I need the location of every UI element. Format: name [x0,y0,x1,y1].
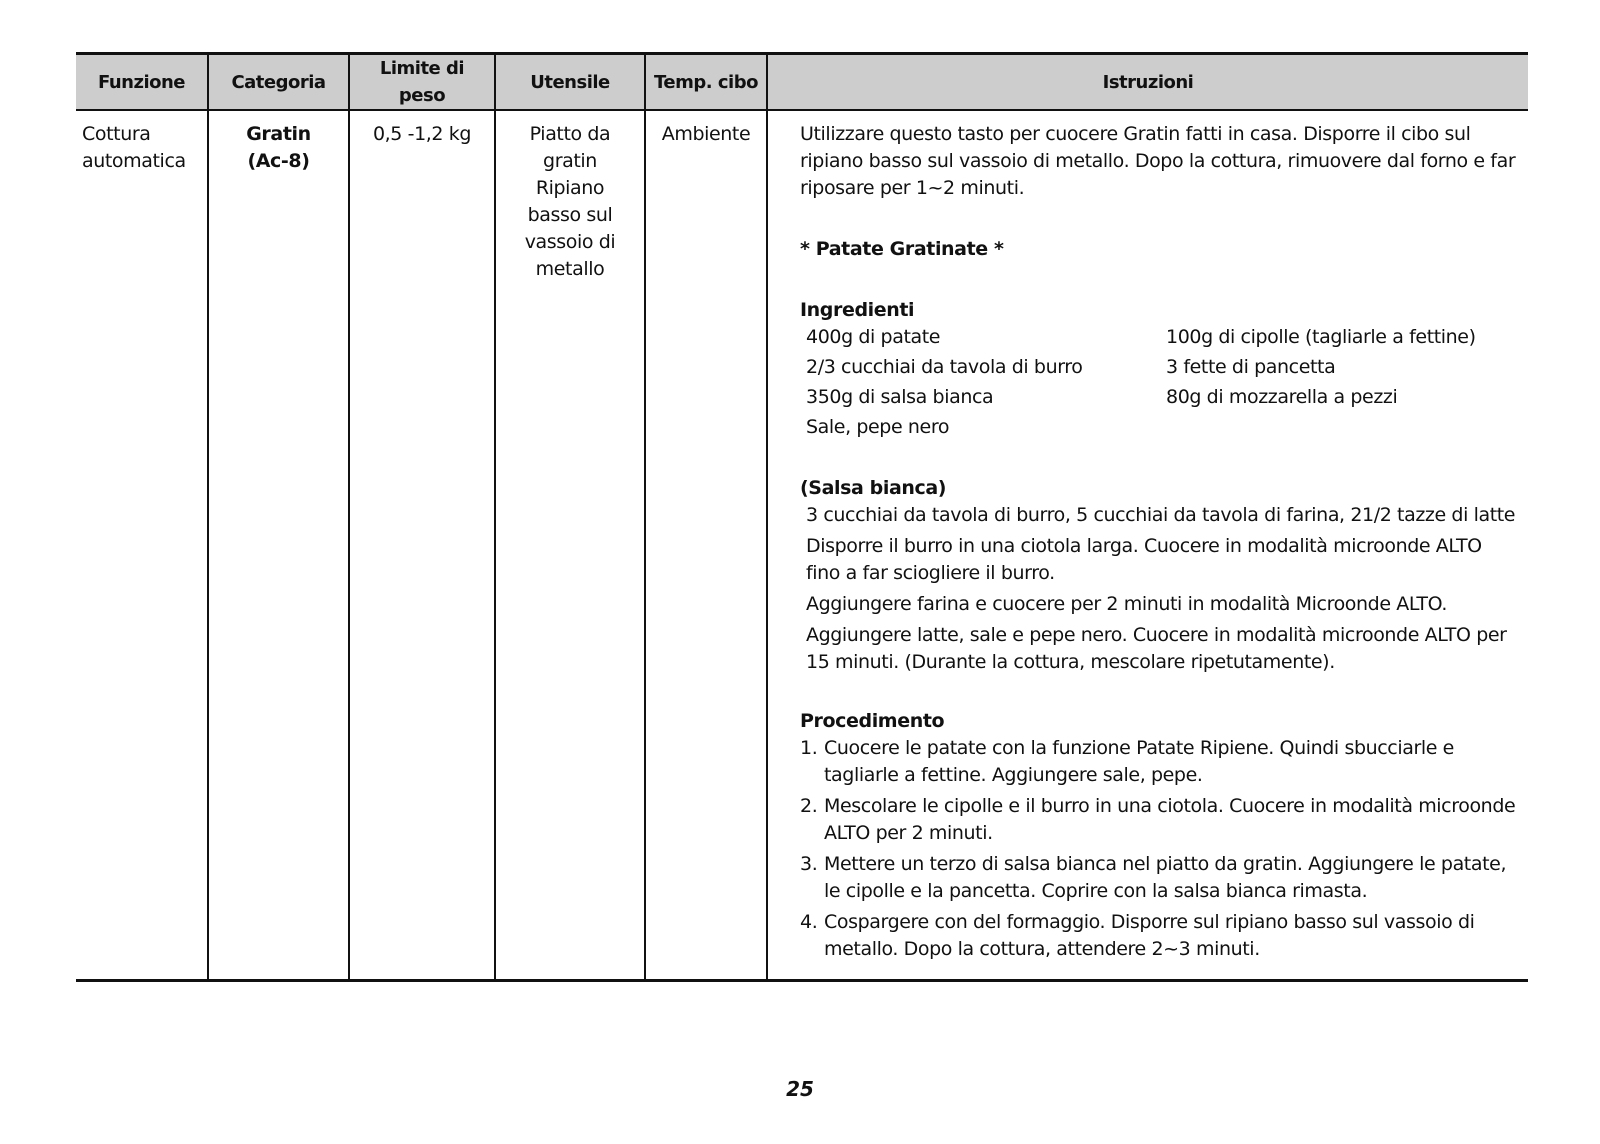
recipe-title: * Patate Gratinate * [800,238,1004,260]
header-istruzioni: Istruzioni [767,54,1528,111]
procedimento-heading: Procedimento [800,710,945,732]
cooking-table [76,52,1528,982]
header-temp-cibo: Temp. cibo [645,54,767,111]
salsa-line: 3 cucchiai da tavola di burro, 5 cucchiai da tavola di farina, 21/2 tazze di latte [806,504,1516,526]
list-item [800,793,1518,847]
ingredienti-list [800,324,1518,441]
limite-peso-text: 0,5 -1,2 kg [372,123,472,145]
cell-utensile [495,110,645,981]
ingredient-item: 400g di patate [806,326,941,348]
ingredient-item: 80g di mozzarella a pezzi [1166,386,1398,408]
ingredient-item: 3 fette di pancetta [1166,356,1336,378]
intro-text: Utilizzare questo tasto per cuocere Gratin fatti in casa. Disporre il cibo sul ripiano basso sul vassoio di metallo. Dopo la cottura, rimuovere dal forno e far riposare per 1~2 minuti. [800,123,1516,199]
ingredient-item [1166,414,1518,441]
temp-cibo-text: Ambiente [661,123,751,145]
cell-funzione [76,110,208,981]
cell-categoria [208,110,349,981]
salsa-heading: (Salsa bianca) [800,477,947,499]
categoria-code: (Ac-8) [247,150,310,172]
step-text: Cospargere con del formaggio. Disporre sul ripiano basso sul vassoio di metallo. Dopo la cottura, attendere 2~3 minuti. [824,911,1475,960]
cell-temp-cibo [645,110,767,981]
table-header-row [76,54,1528,111]
ingredient-item: 350g di salsa bianca [806,386,994,408]
procedimento-list [800,735,1518,963]
ingredient-item: 100g di cipolle (tagliarle a fettine) [1166,326,1476,348]
header-limite-peso: Limite di peso [349,54,495,111]
funzione-text: Cottura automatica [82,123,186,172]
page-number: 25 [786,1077,814,1101]
step-text: Mettere un terzo di salsa bianca nel piatto da gratin. Aggiungere le patate, le cipolle e la pancetta. Coprire con la salsa bianca rimasta. [824,853,1507,902]
step-text: Mescolare le cipolle e il burro in una ciotola. Cuocere in modalità microonde ALTO per 2 minuti. [824,795,1516,844]
header-funzione: Funzione [76,54,208,111]
salsa-line: Disporre il burro in una ciotola larga. Cuocere in modalità microonde ALTO fino a far sciogliere il burro. [806,535,1482,584]
ingredient-item: 2/3 cucchiai da tavola di burro [806,356,1083,378]
list-item [800,735,1518,789]
step-number: 2. [800,795,818,817]
cell-istruzioni [767,110,1528,981]
categoria-name: Gratin [246,123,311,145]
step-number: 4. [800,911,818,933]
salsa-line: Aggiungere farina e cuocere per 2 minuti in modalità Microonde ALTO. [806,593,1448,615]
salsa-line: Aggiungere latte, sale e pepe nero. Cuocere in modalità microonde ALTO per 15 minuti. (Durante la cottura, mescolare ripetutamente). [806,624,1507,673]
step-number: 3. [800,853,818,875]
step-text: Cuocere le patate con la funzione Patate Ripiene. Quindi sbucciarle e tagliarle a fettine. Aggiungere sale, pepe. [824,737,1454,786]
ingredient-item: Sale, pepe nero [806,416,950,438]
utensile-text: Piatto da gratin Ripiano basso sul vassoio di metallo [524,123,616,280]
step-number: 1. [800,737,818,759]
header-utensile: Utensile [495,54,645,111]
list-item [800,909,1518,963]
header-categoria: Categoria [208,54,349,111]
ingredienti-heading: Ingredienti [800,299,915,321]
table-row [76,110,1528,981]
list-item [800,851,1518,905]
cell-limite-peso [349,110,495,981]
